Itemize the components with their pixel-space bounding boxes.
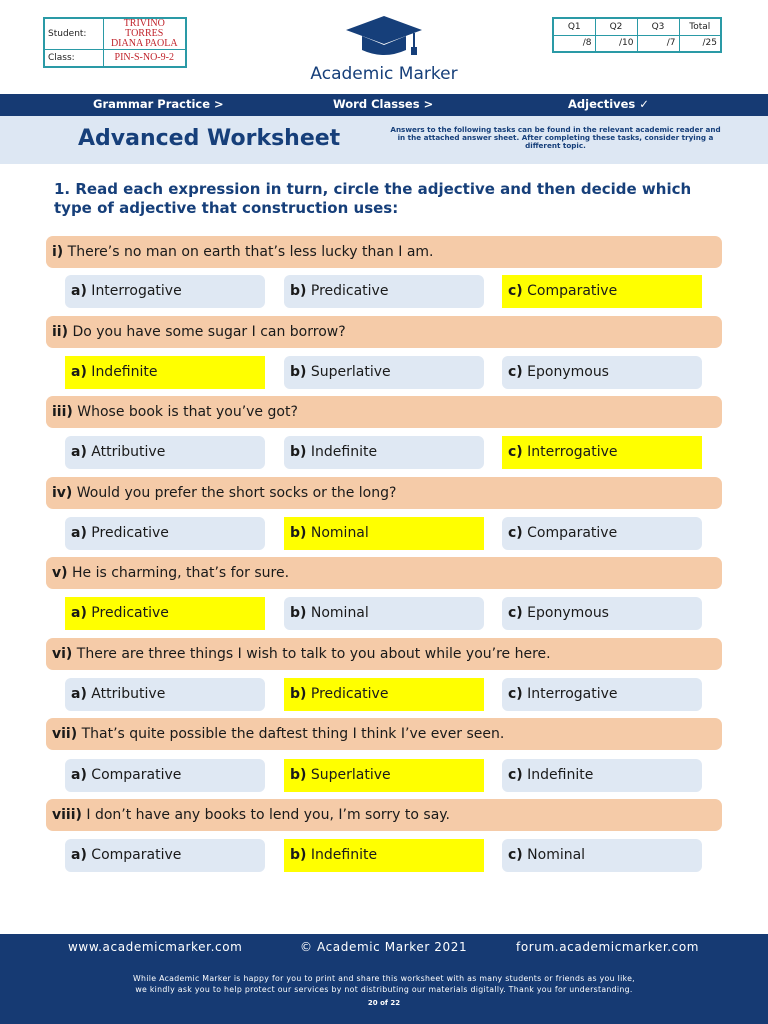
question-number: ii) — [52, 324, 68, 340]
question-text: Whose book is that you’ve got? — [72, 404, 298, 420]
option-letter: b) — [290, 847, 307, 863]
option-letter: a) — [71, 686, 87, 702]
option-letter: c) — [508, 364, 523, 380]
q2-label: Q2 — [595, 18, 637, 35]
option-text: Comparative — [522, 283, 618, 299]
option-3b[interactable] — [284, 436, 484, 469]
page-footer — [0, 934, 768, 1024]
option-text: Nominal — [306, 605, 369, 621]
option-text: Predicative — [306, 283, 389, 299]
option-text: Interrogative — [86, 283, 182, 299]
breadcrumb-adjectives[interactable]: Adjectives ✓ — [568, 97, 649, 111]
option-letter: a) — [71, 767, 87, 783]
option-letter: c) — [508, 444, 523, 460]
option-letter: b) — [290, 767, 307, 783]
option-letter: a) — [71, 283, 87, 299]
option-letter: c) — [508, 847, 523, 863]
option-text: Indefinite — [306, 847, 378, 863]
option-4b[interactable] — [284, 517, 484, 550]
website-link[interactable]: www.academicmarker.com — [68, 940, 243, 954]
option-letter: a) — [71, 364, 87, 380]
question-number: i) — [52, 244, 64, 260]
total-label: Total — [679, 18, 721, 35]
footer-note-line1: While Academic Marker is happy for you to print and share this worksheet with as many students or friends as you like, — [133, 974, 635, 983]
option-letter: c) — [508, 605, 523, 621]
score-table — [552, 17, 722, 53]
question-6 — [46, 638, 722, 670]
option-text: Attributive — [86, 686, 166, 702]
footer-note — [0, 973, 768, 995]
option-letter: b) — [290, 605, 307, 621]
option-text: Indefinite — [86, 364, 158, 380]
question-5 — [46, 557, 722, 589]
option-2c[interactable] — [502, 356, 702, 389]
question-text: That’s quite possible the daftest thing I think I’ve ever seen. — [77, 726, 505, 742]
question-text: He is charming, that’s for sure. — [67, 565, 290, 581]
student-name — [103, 18, 186, 50]
option-text: Predicative — [86, 605, 169, 621]
answer-note: Answers to the following tasks can be found in the relevant academic reader and in the attached answer sheet. After completing these tasks, consider trying a different topic. — [390, 125, 721, 150]
copyright-text: © Academic Marker 2021 — [300, 940, 468, 954]
question-3 — [46, 396, 722, 428]
student-info-table — [43, 17, 187, 68]
option-7c[interactable] — [502, 759, 702, 792]
question-8 — [46, 799, 722, 831]
footer-note-line2: we kindly ask you to help protect our services by not distributing our materials digitally. Thank you for understanding. — [135, 985, 633, 994]
option-8b[interactable] — [284, 839, 484, 872]
option-3a[interactable] — [65, 436, 265, 469]
option-letter: a) — [71, 605, 87, 621]
option-7a[interactable] — [65, 759, 265, 792]
logo-text: Academic Marker — [310, 64, 458, 84]
option-text: Eponymous — [522, 605, 609, 621]
task-instruction: 1. Read each expression in turn, circle the adjective and then decide which type of adjective that construction uses: — [54, 180, 692, 217]
class-label: Class: — [44, 50, 103, 67]
option-5b[interactable] — [284, 597, 484, 630]
option-letter: b) — [290, 444, 307, 460]
breadcrumb-bar — [0, 94, 768, 116]
option-text: Nominal — [306, 525, 369, 541]
student-label: Student: — [44, 18, 103, 50]
class-value: PIN-S-NO-9-2 — [103, 50, 186, 67]
option-3c[interactable] — [502, 436, 702, 469]
option-letter: c) — [508, 767, 523, 783]
option-8a[interactable] — [65, 839, 265, 872]
option-text: Nominal — [522, 847, 586, 863]
question-number: vi) — [52, 646, 73, 662]
q3-score: /7 — [637, 35, 679, 52]
total-score: /25 — [679, 35, 721, 52]
q2-score: /10 — [595, 35, 637, 52]
option-text: Eponymous — [522, 364, 609, 380]
question-text: There’s no man on earth that’s less lucky than I am. — [63, 244, 434, 260]
option-text: Predicative — [306, 686, 389, 702]
graduation-cap-icon — [344, 14, 424, 64]
page-number: 20 of 22 — [367, 999, 401, 1007]
breadcrumb-word-classes[interactable]: Word Classes > — [333, 97, 434, 111]
title-band — [0, 116, 768, 164]
option-5a[interactable] — [65, 597, 265, 630]
option-text: Comparative — [86, 767, 182, 783]
option-8c[interactable] — [502, 839, 702, 872]
option-text: Interrogative — [522, 444, 618, 460]
option-letter: c) — [508, 525, 523, 541]
option-letter: b) — [290, 525, 307, 541]
question-7 — [46, 718, 722, 750]
page-title: Advanced Worksheet — [78, 126, 341, 151]
option-2a[interactable] — [65, 356, 265, 389]
question-number: vii) — [52, 726, 78, 742]
option-text: Attributive — [86, 444, 166, 460]
question-number: iii) — [52, 404, 73, 420]
academic-marker-logo — [290, 14, 478, 86]
q1-label: Q1 — [553, 18, 595, 35]
question-text: Do you have some sugar I can borrow? — [68, 324, 346, 340]
option-letter: b) — [290, 364, 307, 380]
option-text: Predicative — [86, 525, 169, 541]
option-1b[interactable] — [284, 275, 484, 308]
question-number: iv) — [52, 485, 73, 501]
question-text: Would you prefer the short socks or the long? — [72, 485, 397, 501]
option-letter: a) — [71, 444, 87, 460]
option-4c[interactable] — [502, 517, 702, 550]
option-text: Superlative — [306, 767, 391, 783]
option-2b[interactable] — [284, 356, 484, 389]
option-letter: a) — [71, 847, 87, 863]
option-6a[interactable] — [65, 678, 265, 711]
option-text: Comparative — [522, 525, 618, 541]
question-4 — [46, 477, 722, 509]
q3-label: Q3 — [637, 18, 679, 35]
option-letter: b) — [290, 686, 307, 702]
option-letter: c) — [508, 686, 523, 702]
question-text: I don’t have any books to lend you, I’m sorry to say. — [81, 807, 451, 823]
option-text: Indefinite — [306, 444, 378, 460]
forum-link[interactable]: forum.academicmarker.com — [516, 940, 700, 954]
option-1c[interactable] — [502, 275, 702, 308]
option-5c[interactable] — [502, 597, 702, 630]
q1-score: /8 — [553, 35, 595, 52]
question-2 — [46, 316, 722, 348]
option-text: Superlative — [306, 364, 391, 380]
option-text: Comparative — [86, 847, 182, 863]
option-4a[interactable] — [65, 517, 265, 550]
question-1 — [46, 236, 722, 268]
question-number: viii) — [52, 807, 82, 823]
breadcrumb-grammar-practice[interactable]: Grammar Practice > — [93, 97, 224, 111]
option-letter: b) — [290, 283, 307, 299]
option-6c[interactable] — [502, 678, 702, 711]
option-7b[interactable] — [284, 759, 484, 792]
option-text: Interrogative — [522, 686, 618, 702]
question-number: v) — [52, 565, 68, 581]
option-1a[interactable] — [65, 275, 265, 308]
student-name-line1: TRIVINO TORRES — [123, 18, 165, 39]
option-letter: c) — [508, 283, 523, 299]
option-letter: a) — [71, 525, 87, 541]
option-text: Indefinite — [522, 767, 594, 783]
student-name-line2: DIANA PAOLA — [110, 38, 178, 49]
question-text: There are three things I wish to talk to you about while you’re here. — [72, 646, 551, 662]
option-6b[interactable] — [284, 678, 484, 711]
